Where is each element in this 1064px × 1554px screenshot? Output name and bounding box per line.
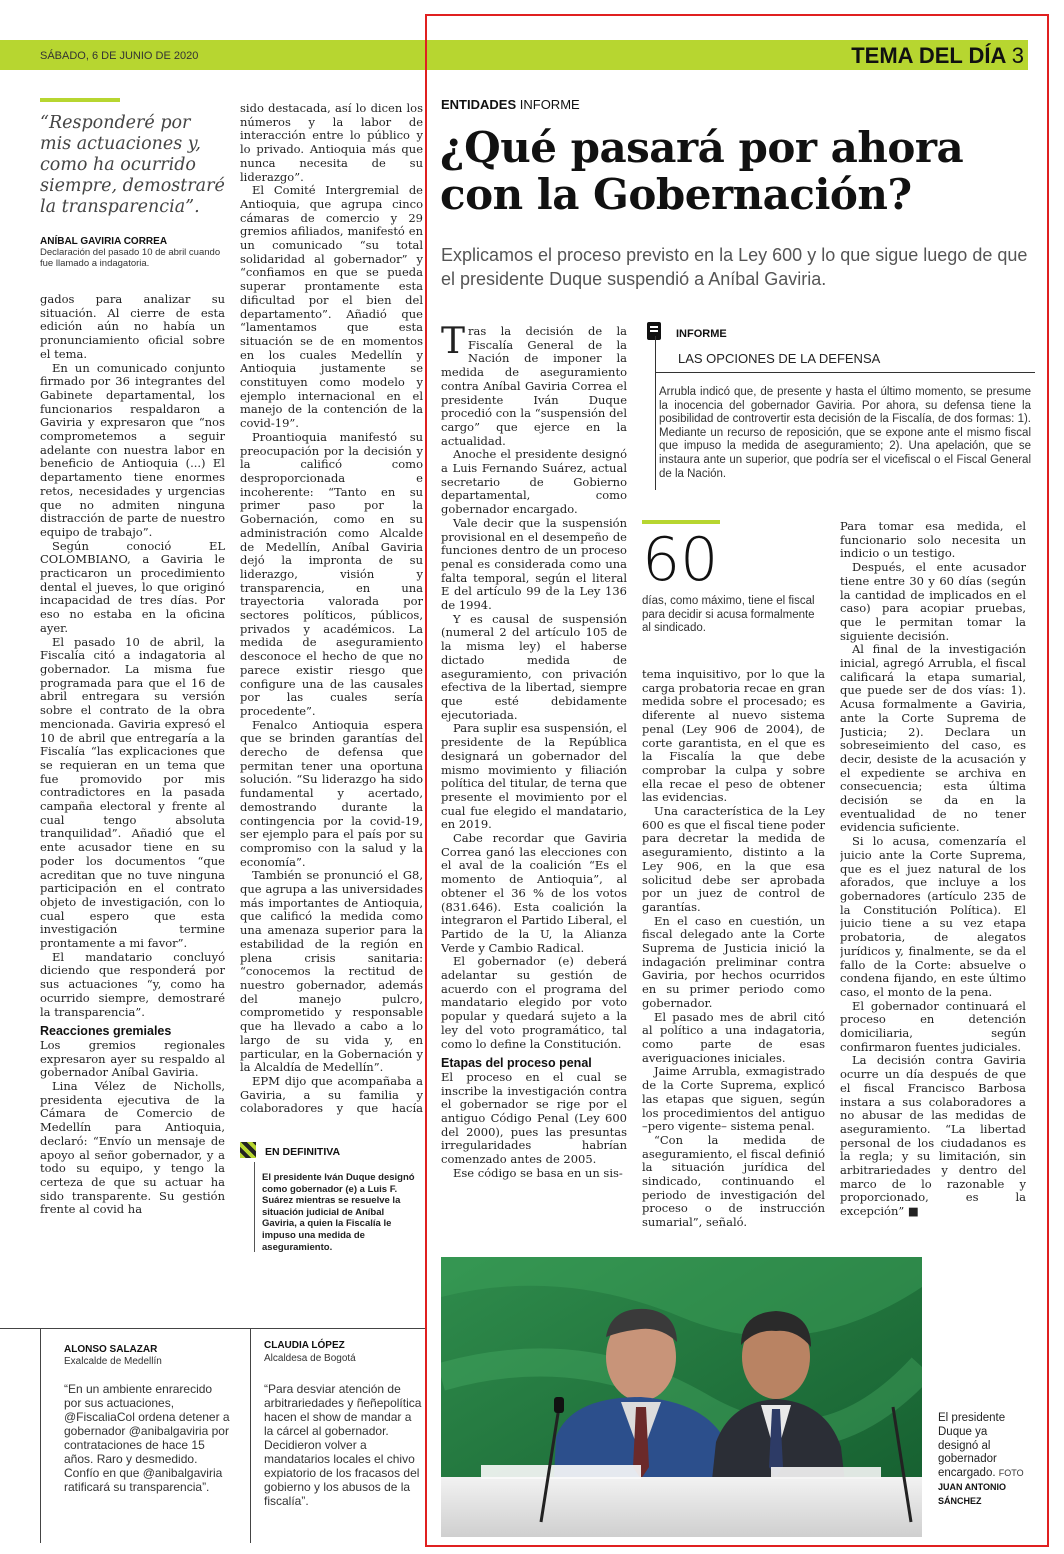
paragraph: En el caso en cuestión, un fiscal delegado ante la Corte Suprema de Justicia inició la indagación preliminar contra Gaviria, por hechos ocurridos en su primer periodo como gobernador. xyxy=(642,913,825,1010)
photo-illustration xyxy=(441,1257,922,1537)
paragraph: sido destacada, así lo dicen los números y la labor de interacción entre lo público y lo privado. Antioquia más que nunca necesita de su liderazgo”. xyxy=(240,102,423,184)
paragraph: “Con la medida de aseguramiento, el fiscal definió la situación jurídica del sindicado, continuando el periodo de investigación del proceso o de instrucción sumarial”, señaló. xyxy=(642,1132,825,1230)
paragraph: Vale decir que la suspensión provisional en el desempeño de funciones dentro de un proceso penal es considerada como una falta temporal, según el literal E del artículo 99 de la Ley 136 de 1994. xyxy=(441,515,627,613)
column-left-1 xyxy=(40,293,225,1253)
paragraph: El proceso en el cual se inscribe la investigación contra el gobernador se rige por el antiguo Código Penal (Ley 600 del 2000), pues las presuntas irregularidades habrían comenzado antes de 2005. xyxy=(441,1069,627,1167)
paragraph: gados para analizar su situación. Al cierre de esta edición aún no había un pronunciamiento oficial sobre el tema. xyxy=(40,293,225,361)
tweet-text: “En un ambiente enrarecido por sus actuaciones, @FiscaliaCol ordena detener a gobernador @anibalgaviria por contrataciones de hace 15 años. Raro y desmedido. Confío en que @anibalgaviria ratificará su transparencia”. xyxy=(64,1382,230,1494)
stat-number: 60 xyxy=(642,525,719,595)
paragraph: Y es causal de suspensión (numeral 2 del artículo 105 de la misma ley) el haberse dictado medida de aseguramiento, con privación efectiva de la libertad, siempre que esté debidamente ejecutoriada. xyxy=(441,611,627,722)
article-column-3 xyxy=(840,520,1026,1240)
article-kicker: ENTIDADES INFORME xyxy=(441,97,580,112)
photo-credit: JUAN ANTONIO SÁNCHEZ xyxy=(938,1481,1007,1506)
paragraph: El gobernador continuará el proceso en detención domiciliaria, según confirmaron fuentes judiciales. xyxy=(840,998,1026,1054)
paragraph: Para suplir esa suspensión, el presidente de la República designará un gobernador del mismo movimiento y filiación política del titular, de terna que presente el movimiento por el cual fue elegido el mandatario, en 2019. xyxy=(441,721,627,832)
box-rule xyxy=(655,372,1035,373)
checker-icon xyxy=(240,1142,256,1158)
tweet-role: Exalcalde de Medellín xyxy=(64,1356,162,1367)
tweet-text: “Para desviar atención de arbitrariedades y ñeñepolítica hacen el show de mandar a la cárcel al gobernador. Decidieron volver a mandatarios locales el chivo expiatorio de los fracasos del gobierno y los abusos de la fiscalía”. xyxy=(264,1382,422,1508)
paragraph: Anoche el presidente designó a Luis Fernando Suárez, actual secretario de Gobierno departamental, como gobernador encargado. xyxy=(441,447,627,517)
photo-caption xyxy=(938,1412,1028,1509)
paragraph: Una característica de la Ley 600 es que el fiscal tiene poder para decretar la medida de aseguramiento, distinto a la Ley 906, en la que esa solicitud debe ser aprobada por un juez de control de garantías. xyxy=(642,804,825,914)
paragraph: Cabe recordar que Gaviria Correa ganó las elecciones con el aval de la coalición “Es el momento de Antioquia”, al obtener el 36 % de los votos (831.646). Esta coalición la integraron el Partido Liberal, el Partido de la U, la Alianza Verde y Cambio Radical. xyxy=(441,831,627,955)
document-icon xyxy=(647,322,661,340)
section-title: TEMA DEL DÍA 3 xyxy=(851,43,1024,68)
box-rule xyxy=(254,1162,255,1252)
box-rule xyxy=(655,336,656,490)
subheading: Reacciones gremiales xyxy=(40,1024,172,1039)
en-definitiva-text: El presidente Iván Duque designó como gobernador (e) a Luis F. Suárez mientras se resuelve la situación judicial de Aníbal Gaviria, a quien la Fiscalía le impuso una medida de aseguramiento. xyxy=(262,1172,415,1253)
stat-accent-bar xyxy=(642,520,720,524)
paragraph: EPM dijo que acompañaba a Gaviria, a su familia y colaboradores y que hacía xyxy=(240,1073,423,1116)
en-definitiva-box xyxy=(240,1142,420,1252)
paragraph: Al final de la investigación inicial, agregó Arrubla, el fiscal calificará la etapa sumarial, que puede ser de dos vías: 1). Acusa formalmente a Gaviria, ante la Corte Suprema de Justicia; 2). Declara un sobreseimiento del caso, es decir, desiste de la acusación y el expediente se archiva en consecuencia; esta última decisión se da en la eventualidad de no tener evidencia suficiente. xyxy=(840,642,1026,835)
en-definitiva-title: EN DEFINITIVA xyxy=(265,1146,341,1158)
paragraph: También se pronunció el G8, que agrupa a las universidades más importantes de Antioquia, que calificó la medida como una amenaza superior para la estabilidad de la región en plena crisis sanitaria: “conocemos la rectitud de nuestro gobernador, además del manejo pulcro, comprometido y responsable que ha llevado a cabo a lo largo de su vida y, en particular, en la Gobernación y la Alcaldía de Medellín”. xyxy=(240,868,423,1075)
tweet-author: CLAUDIA LÓPEZ xyxy=(264,1340,345,1351)
article-headline: ¿Qué pasará por ahora con la Gobernación? xyxy=(440,123,964,219)
paragraph: Los gremios regionales expresaron ayer su respaldo al gobernador Aníbal Gaviria. xyxy=(40,1037,225,1080)
paragraph: El mandatario concluyó diciendo que responderá por sus actuaciones “y, como ha ocurrido siempre, demostraré la transparencia”. xyxy=(40,949,225,1019)
tweet-rule xyxy=(250,1328,251,1543)
quote-accent-bar xyxy=(40,98,120,102)
subheading: Etapas del proceso penal xyxy=(441,1056,592,1071)
drop-cap: T xyxy=(441,325,466,362)
informe-text: Arrubla indicó que, de presente y hasta el último momento, se presume la inocencia del gobernador Gaviria. Por ahora, su defensa tiene la posibilidad de controvertir esta decisión de la Fiscalía, de dos formas: 1). Mediante un recurso de reposición, que se expone ante el mismo fiscal que impuso la medida de aseguramiento; 2). Una apelación, que se instaura ante un superior, que podría ser el vicefiscal o el Fiscal General de la Nación. xyxy=(659,386,1031,480)
article-deck: Explicamos el proceso previsto en la Ley 600 y lo que sigue luego de que el presidente Duque suspendió a Aníbal Gaviria. xyxy=(441,245,1028,289)
informe-title: INFORME xyxy=(676,328,727,340)
paragraph: Lina Vélez de Nicholls, presidenta ejecutiva de la Cámara de Comercio de Medellín para Antioquia, declaró: “Envío un mensaje de apoyo al señor gobernador, y a todo su equipo, y tengo la certeza de que su actuar ha sido transparente. Su gestión frente al covid ha xyxy=(40,1079,225,1217)
paragraph: En un comunicado conjunto firmado por 36 integrantes del Gabinete departamental, los funcionarios respaldaron a Gaviria y expresaron que “nos comprometemos a seguir adelante con nuestra labor en beneficio de Antioquia (...) El departamento tiene enormes retos, necesidades y urgencias que no admiten ninguna distracción de parte de nuestro equipo de trabajo”. xyxy=(40,360,225,539)
tweet-role: Alcaldesa de Bogotá xyxy=(264,1353,356,1364)
paragraph: Para tomar esa medida, el funcionario solo necesita un indicio o un testigo. xyxy=(840,520,1026,561)
stat-caption: días, como máximo, tiene el fiscal para decidir si acusa formalmente al sindicado. xyxy=(642,595,815,634)
article-column-1 xyxy=(441,325,627,1240)
paragraph: El Comité Intergremial de Antioquia, que agrupa cinco cámaras de comercio y 29 gremios afiliados, manifestó en un comunicado “su total solidaridad al gobernador” y “confiamos en que se pueda superar prontamente esta dificultad por el bien del departamento”. Añadió que “lamentamos que esta situación se de en momentos en los cuales Medellín y Antioquia justamente se constituyen como modelo y ejemplo internacional en el manejo de la contención de la covid-19”. xyxy=(240,183,423,431)
paragraph: El pasado 10 de abril, la Fiscalía citó a indagatoria al gobernador. La misma fue programada para que el 16 de abril entregara su versión sobre el contrato de la obra mencionada. Gaviria expresó el 10 de abril que entregaría a la Fiscalía “las explicaciones que se requieran en un tema que fue promovido por mis contradictores en la pasada campaña electoral y frente al cual tengo absoluta tranquilidad”. Añadió que el ente acusador tiene en su poder los documentos “que acreditan que no tuve ninguna participación en el contrato objeto de investigación, con lo cual espero que esta investigación termine prontamente a mi favor”. xyxy=(40,634,225,951)
page-number: 3 xyxy=(1011,43,1024,68)
paragraph: tema inquisitivo, por lo que la carga probatoria recae en gran medida sobre el procesado; es diferente al nuevo sistema penal (Ley 906 de 2004), de corte garantista, en el que es la Fiscalía la que debe comprobar la culpa y sobre ella recae el peso de obtener las evidencias. xyxy=(642,668,825,805)
paragraph: La decisión contra Gaviria ocurre un día después de que el fiscal Francisco Barbosa instara a sus colaboradores a no abusar de las medidas de aseguramiento. “La libertad personal de los ciudadanos es la regla; y su limitación, sin arbitrariedades y dentro del marco de lo razonable y proporcionado, es la excepción” ■ xyxy=(840,1053,1026,1219)
informe-box xyxy=(643,322,1036,490)
news-photo xyxy=(441,1257,922,1537)
quote-author: ANÍBAL GAVIRIA CORREA xyxy=(40,236,168,247)
paragraph: Ese código se basa en un sis- xyxy=(453,1165,623,1180)
paragraph: El pasado mes de abril citó al político a una indagatoria, como parte de esas averiguaciones iniciales. xyxy=(642,1009,825,1065)
tweet-rule xyxy=(40,1328,41,1543)
paragraph: Tras la decisión de la Fiscalía General de la Nación de imponer la medida de aseguramiento contra Aníbal Gaviria Correa el presidente Iván Duque procedió con la “suspensión del cargo” que ejerce en la actualidad. xyxy=(441,325,627,448)
paragraph: Jaime Arrubla, exmagistrado de la Corte Suprema, explicó las etapas que siguen, según los procedimientos del antiguo –pero vigente– sistema penal. xyxy=(642,1064,825,1134)
tweet-author: ALONSO SALAZAR xyxy=(64,1344,158,1355)
paragraph: El gobernador (e) deberá adelantar su gestión de acuerdo con el programa del mandatario elegido por voto popular y quedará sujeto a la ley del voto programático, tal como lo define la Constitución. xyxy=(441,954,627,1051)
informe-subtitle: LAS OPCIONES DE LA DEFENSA xyxy=(678,351,881,366)
paragraph: Después, el ente acusador tiene entre 30 y 60 días (según la cantidad de implicados en el caso) para acopiar pruebas, que le permitan tomar la siguiente decisión. xyxy=(840,560,1026,643)
paragraph: Según conoció EL COLOMBIANO, a Gaviria le practicaron un procedimiento dental el jueves, lo que originó incapacidad de tres días. Por eso no estaba en la oficina ayer. xyxy=(40,538,225,635)
quote-description: Declaración del pasado 10 de abril cuando fue llamado a indagatoria. xyxy=(40,247,221,269)
pull-quote: “Responderé por mis actuaciones y, como ha ocurrido siempre, demostraré la transparencia”. xyxy=(40,113,225,217)
paragraph: Proantioquia manifestó su preocupación por la decisión y la calificó como desproporcionada e incoherente: “Tanto en su primer paso por la Gobernación, como en su administración como Alcalde de Medellín, Aníbal Gaviria dejó la impronta de su liderazgo, visión y transparencia, en una trayectoria valorada por sectores políticos, públicos, privados y académicos. La medida de aseguramiento desconoce el hecho de que no parece existir riesgo que configure una de las causales por las cuales sería procedente”. xyxy=(240,429,423,718)
caption-text: El presidente Duque ya designó al gobernador encargado. xyxy=(938,1412,1006,1480)
article-column-2 xyxy=(642,668,825,1240)
photo-credit-label: FOTO xyxy=(998,1468,1024,1479)
paragraph: Fenalco Antioquia espera que se brinden garantías del derecho de defensa que permitan tener una oportuna solución. “Su liderazgo ha sido fundamental y acertado, demostrando durante la contingencia por la covid-19, ser ejemplo para el país por su compromiso con la salud y la economía”. xyxy=(240,717,423,869)
tweets-divider xyxy=(0,1328,425,1329)
paragraph: Si lo acusa, comenzaría el juicio ante la Corte Suprema, que es el juez natural de los aforados, que incluye a los gobernadores (artículo 235 de la Constitución Política). El juicio tiene a su vez etapa probatoria, de alegatos jurídicos y, finalmente, se da el fallo de la Corte: absuelve o condena fijando, en este último caso, el monto de la pena. xyxy=(840,834,1026,999)
issue-date: SÁBADO, 6 DE JUNIO DE 2020 xyxy=(40,50,199,62)
column-left-2 xyxy=(240,102,423,1117)
